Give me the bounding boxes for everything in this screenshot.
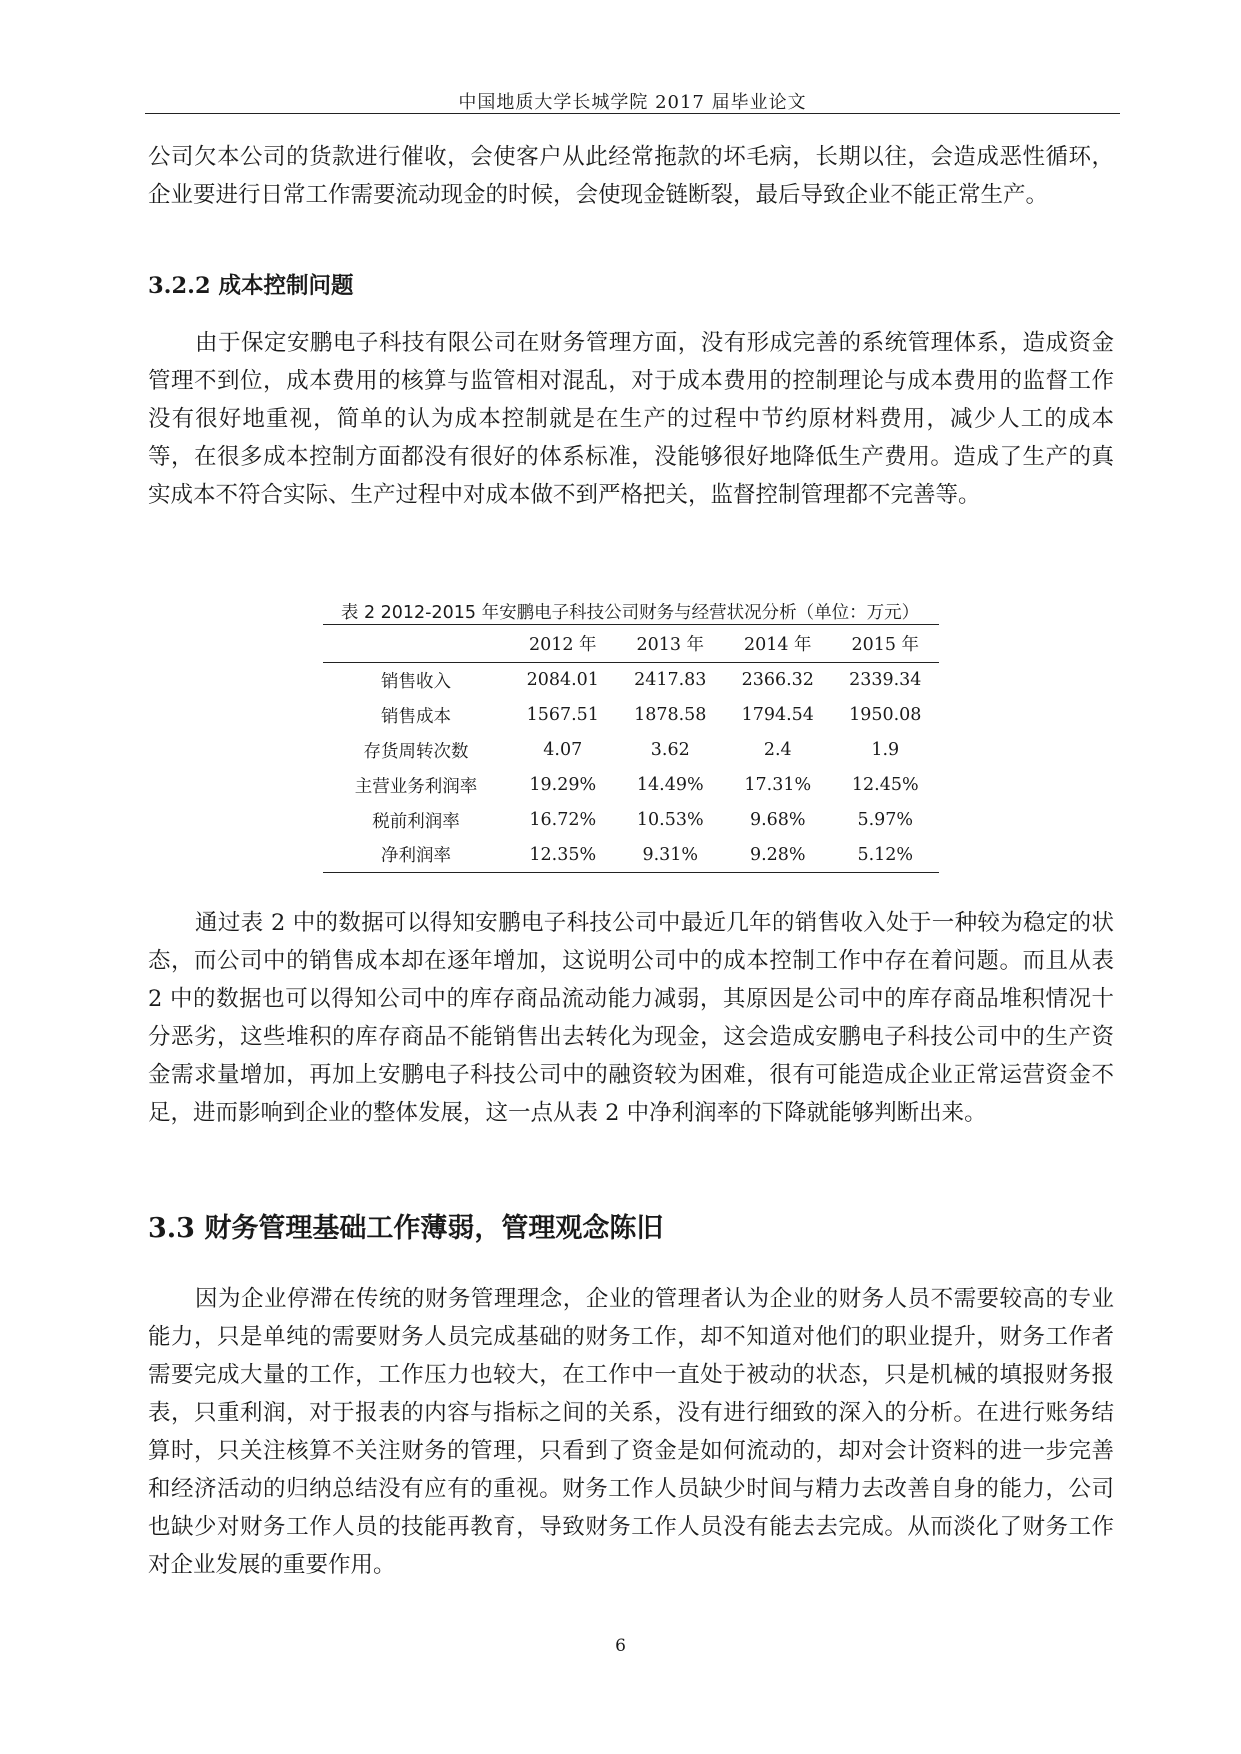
table-cell: 16.72%	[529, 810, 597, 830]
page-number: 6	[615, 1636, 626, 1656]
table-cell: 14.49%	[636, 775, 704, 795]
table-row	[323, 663, 939, 698]
table-cell: 9.28%	[724, 838, 832, 873]
table-row	[323, 803, 939, 838]
paragraph-1: 公司欠本公司的货款进行催收，会使客户从此经常拖款的坏毛病，长期以往，会造成恶性循环，企业要进行日常工作需要流动现金的时候，会使现金链断裂，最后导致企业不能正常生产。	[148, 144, 1114, 208]
table-cell: 2.4	[763, 740, 792, 760]
table-cell: 2417.83	[634, 670, 707, 691]
table-header-cell: 2012 年	[509, 625, 617, 663]
table-header-cell: 2014 年	[724, 625, 832, 663]
table-header-row	[323, 625, 939, 663]
table-cell: 9.68%	[749, 810, 806, 830]
table-cell: 9.31%	[617, 838, 725, 873]
paragraph-2: 由于保定安鹏电子科技有限公司在财务管理方面，没有形成完善的系统管理体系，造成资金管理不到位，成本费用的核算与监管相对混乱，对于成本费用的控制理论与成本费用的监督工作没有很好地重视，简单的认为成本控制就是在生产的过程中节约原材料费用，减少人工的成本等，在很多成本控制方面都没有很好的体系标准，没能够很好地降低生产费用。造成了生产的真实成本不符合实际、生产过程中对成本做不到严格把关，监督控制管理都不完善等。	[148, 330, 1114, 508]
table-row	[323, 838, 939, 873]
section-heading-3-2-2: 3.2.2 成本控制问题	[148, 273, 354, 299]
table-header-cell	[323, 625, 509, 663]
table-cell: 2339.34	[849, 670, 922, 691]
table-cell: 19.29%	[529, 775, 597, 795]
row-label: 销售成本	[381, 706, 451, 727]
paragraph-4: 因为企业停滞在传统的财务管理理念，企业的管理者认为企业的财务人员不需要较高的专业能力，只是单纯的需要财务人员完成基础的财务工作，却不知道对他们的职业提升，财务工作者需要完成大量的工作，工作压力也较大，在工作中一直处于被动的状态，只是机械的填报财务报表，只重利润，对于报表的内容与指标之间的关系，没有进行细致的深入的分析。在进行账务结算时，只关注核算不关注财务的管理，只看到了资金是如何流动的，却对会计资料的进一步完善和经济活动的归纳总结没有应有的重视。财务工作人员缺少时间与精力去改善自身的能力，公司也缺少对财务工作人员的技能再教育，导致财务工作人员没有能去去完成。从而淡化了财务工作对企业发展的重要作用。	[148, 1286, 1114, 1578]
table-cell: 1.9	[871, 740, 900, 760]
row-label: 销售收入	[381, 671, 451, 692]
table-row	[323, 698, 939, 733]
table-cell: 10.53%	[636, 810, 704, 830]
table-header-cell: 2013 年	[617, 625, 725, 663]
table-cell: 1878.58	[634, 705, 707, 725]
paragraph-3: 通过表 2 中的数据可以得知安鹏电子科技公司中最近几年的销售收入处于一种较为稳定的状态，而公司中的销售成本却在逐年增加，这说明公司中的成本控制工作中存在着问题。而且从表 2 中的数据也可以得知公司中的库存商品流动能力减弱，其原因是公司中的库存商品堆积情况十分恶劣，这些堆积的库存商品不能销售出去转化为现金，这会造成安鹏电子科技公司中的生产资金需求量增加，再加上安鹏电子科技公司中的融资较为困难，很有可能造成企业正常运营资金不足，进而影响到企业的整体发展，这一点从表 2 中净利润率的下降就能够判断出来。	[148, 910, 1114, 1126]
table-row	[323, 733, 939, 768]
running-header: 中国地质大学长城学院 2017 届毕业论文	[458, 92, 807, 113]
table-cell: 17.31%	[744, 775, 812, 795]
table-cell: 12.45%	[851, 775, 919, 795]
table-caption: 表 2 2012-2015 年安鹏电子科技公司财务与经营状况分析（单位：万元）	[340, 603, 920, 623]
table-header-cell: 2015 年	[832, 625, 940, 663]
table-cell: 1950.08	[849, 705, 922, 725]
table-cell: 5.12%	[832, 838, 940, 873]
table-cell: 2366.32	[741, 670, 814, 691]
table-cell: 4.07	[543, 740, 583, 760]
financial-table	[323, 624, 939, 873]
row-label: 主营业务利润率	[354, 776, 478, 797]
table-cell: 2084.01	[526, 670, 599, 691]
section-heading-3-3: 3.3 财务管理基础工作薄弱，管理观念陈旧	[148, 1213, 664, 1244]
header-rule	[145, 113, 1120, 114]
row-label: 存货周转次数	[363, 741, 469, 762]
table-cell: 1567.51	[526, 705, 599, 725]
table-row	[323, 768, 939, 803]
table-cell: 12.35%	[509, 838, 617, 873]
table-cell: 3.62	[650, 740, 690, 760]
row-label: 税前利润率	[372, 811, 460, 832]
table-cell: 5.97%	[857, 810, 914, 830]
row-label: 净利润率	[323, 838, 509, 873]
table-cell: 1794.54	[741, 705, 814, 725]
